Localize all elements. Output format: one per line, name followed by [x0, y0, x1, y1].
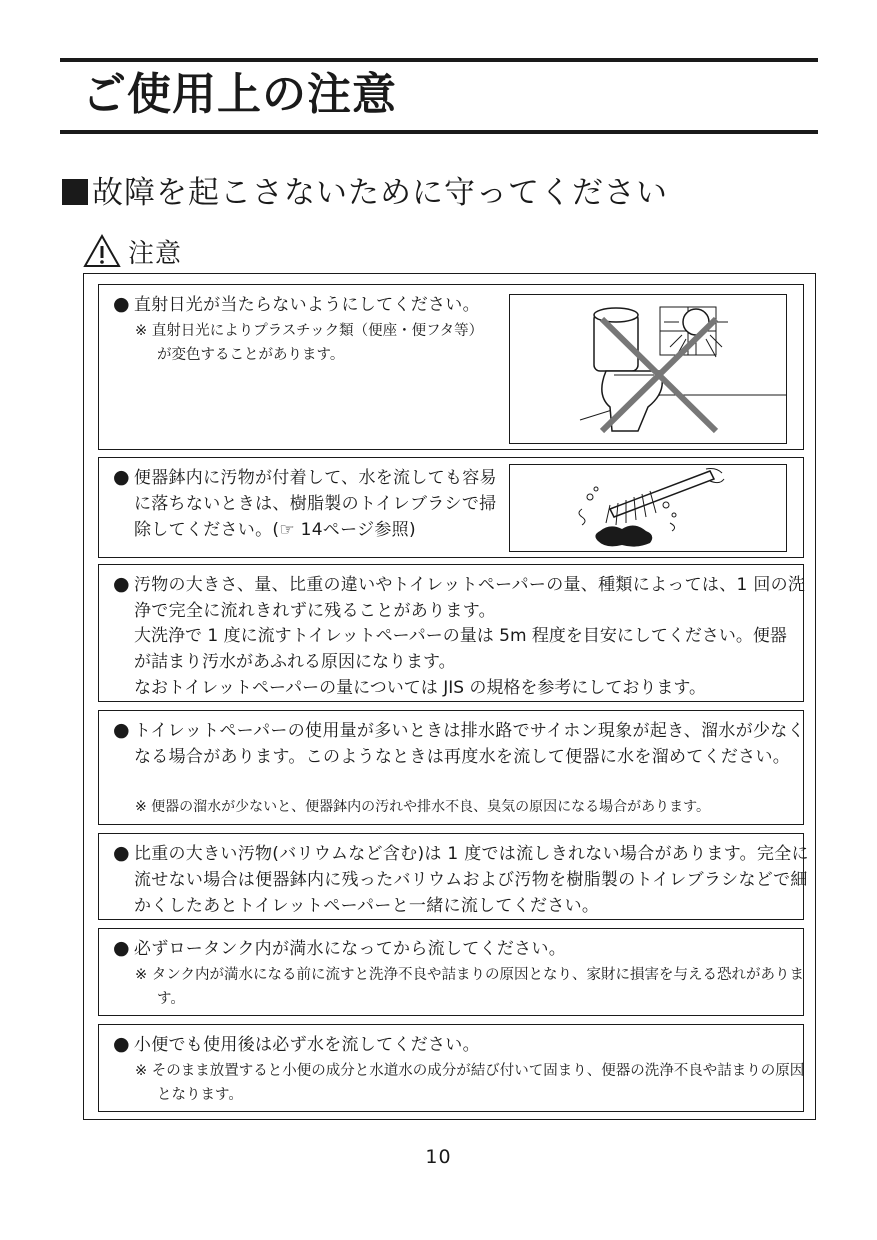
bullet-icon: ● — [113, 1033, 130, 1055]
bullet-icon: ● — [113, 937, 130, 959]
notice-siphon — [98, 710, 804, 825]
bullet-icon: ● — [113, 573, 130, 595]
title-top-rule — [60, 58, 818, 62]
notice-main-text-3: なおトイレットペーパーの量については JIS の規格を参考にしております。 — [134, 678, 707, 698]
toilet-sunlight-prohibited-illustration — [509, 294, 787, 444]
notice-tank-full — [98, 928, 804, 1016]
notice-main-text: ● 必ずロータンク内が満水になってから流してください。 — [113, 937, 567, 959]
section-heading-text: 故障を起こさないために守ってください — [92, 175, 668, 211]
notice-brush-cleaning — [98, 457, 804, 558]
notice-main-text: ● 汚物の大きさ、量、比重の違いやトイレットペーパーの量、種類によっては、1 回の洗浄で完全に流れきれずに残ることがあります。 — [113, 573, 806, 621]
notice-main-text-2: 大洗浄で 1 度に流すトイレットペーパーの量は 5m 程度を目安にしてください。便器が詰まり汚水があふれる原因になります。 — [134, 626, 787, 672]
page-title: ご使用上の注意 — [82, 69, 397, 120]
notice-main-text: ● 比重の大きい汚物(バリウムなど含む)は 1 度では流しきれない場合があります。完全に流せない場合は便器鉢内に残ったバリウムおよび汚物を樹脂製のトイレブラシなどで細かくしたあとトイレットペーパーと一緒に流してください。 — [113, 842, 809, 916]
notice-main-text: ● 小便でも使用後は必ず水を流してください。 — [113, 1033, 480, 1055]
notice-sunlight — [98, 284, 804, 450]
bullet-icon: ● — [113, 293, 130, 315]
notice-note-text: ※ そのまま放置すると小便の成分と水道水の成分が結び付いて固まり、便器の洗浄不良や詰まりの原因となります。 — [135, 1063, 805, 1103]
notice-note-text: ※ 便器の溜水が少ないと、便器鉢内の汚れや排水不良、臭気の原因になる場合があります。 — [135, 799, 711, 815]
bullet-icon: ● — [113, 719, 130, 741]
page-number: 10 — [425, 1146, 452, 1168]
square-bullet-icon — [62, 179, 88, 205]
notice-paper-amount — [98, 564, 804, 702]
bullet-icon: ● — [113, 842, 130, 864]
section-heading — [62, 170, 668, 216]
notice-note-text: ※ タンク内が満水になる前に流すと洗浄不良や詰まりの原因となり、家財に損害を与える恐れがあります。 — [135, 967, 804, 1007]
bullet-icon: ● — [113, 466, 130, 488]
notice-heavy-waste — [98, 833, 809, 920]
caution-label: 注意 — [128, 238, 183, 269]
warning-triangle-icon — [82, 233, 122, 269]
notice-flush-after-urine — [98, 1024, 804, 1112]
caution-heading — [82, 231, 182, 271]
toilet-brush-cleaning-illustration — [509, 464, 787, 552]
notice-main-text: ● 便器鉢内に汚物が付着して、水を流しても容易に落ちないときは、樹脂製のトイレブラシで掃除してください。(☞ 14ページ参照) — [113, 466, 497, 540]
notice-main-text: ● トイレットペーパーの使用量が多いときは排水路でサイホン現象が起き、溜水が少なくなる場合があります。このようなときは再度水を流して便器に水を溜めてください。 — [113, 719, 805, 767]
title-bottom-rule — [60, 130, 818, 134]
notice-main-text: ● 直射日光が当たらないようにしてください。 — [113, 293, 480, 315]
notice-note-text: ※ 直射日光によりプラスチック類（便座・便フタ等）が変色することがあります。 — [135, 323, 484, 363]
